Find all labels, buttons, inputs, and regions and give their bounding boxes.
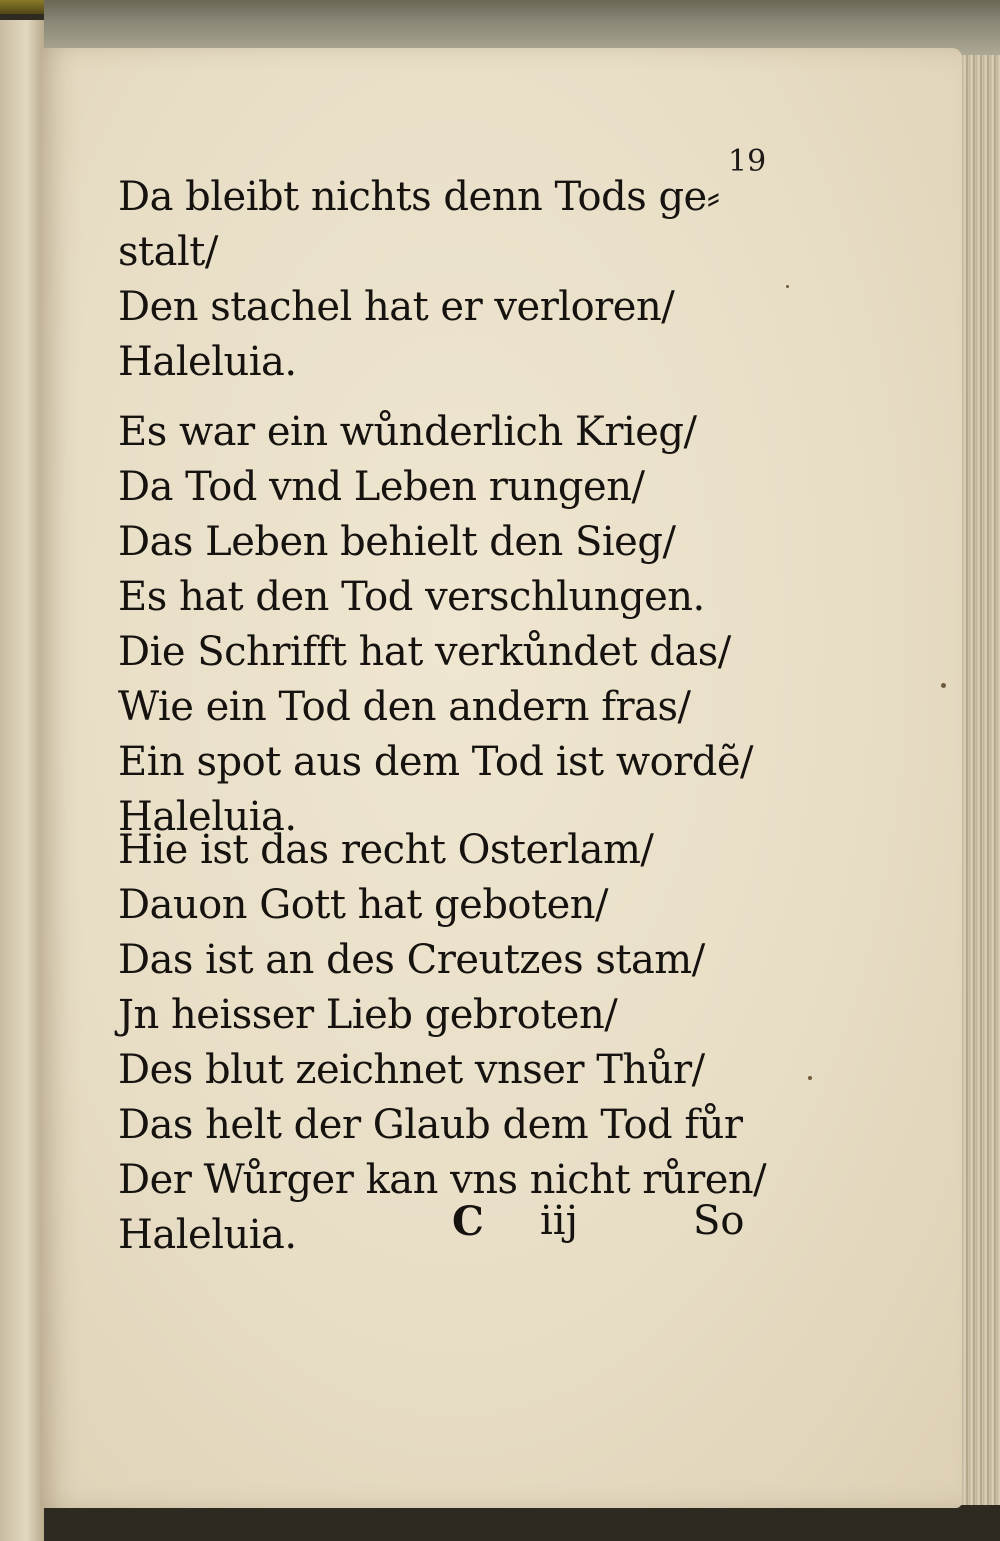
stanza-3	[118, 823, 766, 1263]
stanza-1	[118, 170, 720, 390]
verse-line: Dauon Gott hat geboten/	[118, 882, 608, 928]
verse-line: Der Wůrger kan vns nicht růren/	[118, 1157, 767, 1203]
verse-line: Wie ein Tod den andern fras/	[118, 684, 691, 730]
verse-line: Da bleibt nichts denn Tods ge⸗	[118, 174, 720, 220]
verse-line: Ein spot aus dem Tod ist wordẽ/	[118, 739, 754, 785]
verse-line: Das ist an des Creutzes stam/	[118, 937, 705, 983]
verse-line: Das Leben behielt den Sieg/	[118, 519, 676, 565]
paper-speck	[786, 285, 789, 288]
verse-line: stalt/	[118, 229, 218, 275]
verse-line: Hie ist das recht Osterlam/	[118, 827, 654, 873]
paper-speck	[808, 1076, 812, 1080]
verse-line: Den stachel hat er verloren/	[118, 284, 675, 330]
verse-line: Des blut zeichnet vnser Thůr/	[118, 1047, 705, 1093]
signature-mark: C	[452, 1198, 484, 1245]
verse-line: Es hat den Tod verschlungen.	[118, 574, 705, 620]
verse-line: Das helt der Glaub dem Tod fůr	[118, 1102, 743, 1148]
stanza-2	[118, 405, 753, 845]
catchword: So	[693, 1198, 745, 1244]
verse-line: Haleluia.	[118, 339, 297, 385]
verse-line: Da Tod vnd Leben rungen/	[118, 464, 645, 510]
verse-line: Jn heisser Lieb gebroten/	[118, 992, 618, 1038]
page-number: 19	[728, 144, 767, 179]
verse-line: Haleluia.	[118, 794, 297, 840]
facing-page-edge	[0, 20, 44, 1541]
signature-number: iij	[540, 1198, 578, 1244]
verse-line: Es war ein wůnderlich Krieg/	[118, 409, 697, 455]
verse-line: Haleluia.	[118, 1212, 297, 1258]
verse-line: Die Schrifft hat verkůndet das/	[118, 629, 731, 675]
paper-speck	[941, 683, 946, 688]
